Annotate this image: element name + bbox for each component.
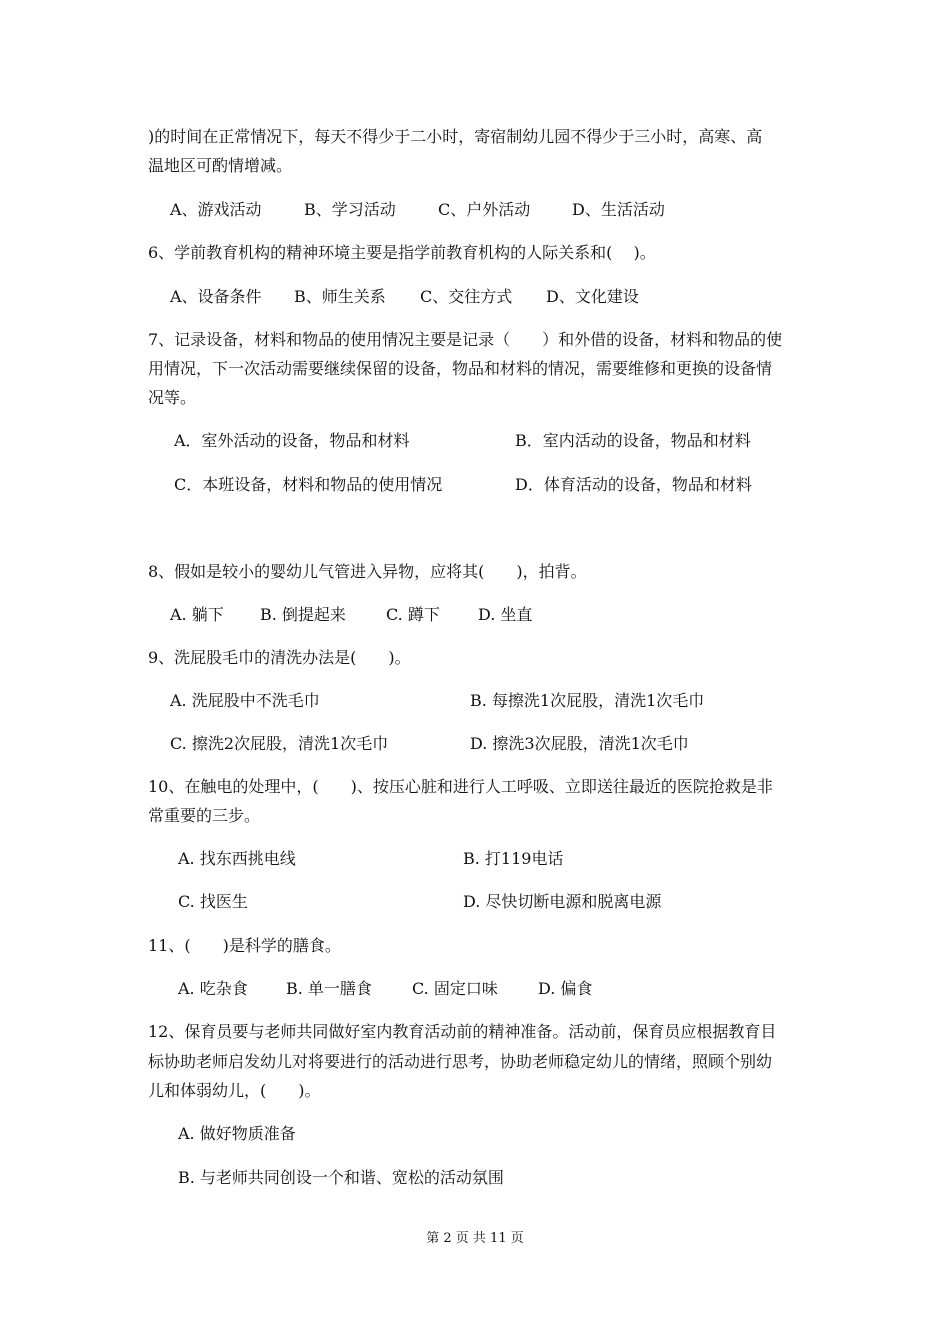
option-a: A. 洗屁股中不洗毛巾 (170, 691, 320, 710)
question-12-text: 12、保育员要与老师共同做好室内教育活动前的精神准备。活动前，保育员应根据教育目 (148, 1022, 777, 1041)
option-b: B. 倒提起来 (260, 605, 346, 624)
option-a: A. 做好物质准备 (178, 1124, 296, 1143)
option-b: B. 单一膳食 (286, 979, 372, 998)
option-b: B、学习活动 (304, 200, 396, 219)
page-footer: 第 2 页 共 11 页 (426, 1231, 524, 1246)
option-row (170, 605, 532, 625)
question-7-text: 况等。 (148, 388, 197, 407)
question-text: 温地区可酌情增减。 (148, 156, 293, 175)
option-d: D、生活活动 (572, 200, 665, 219)
option-d: D. 偏食 (538, 979, 593, 998)
option-a: A、游戏活动 (170, 200, 262, 219)
question-7-text: 7、记录设备，材料和物品的使用情况主要是记录（ ）和外借的设备，材料和物品的使 (148, 330, 783, 349)
option-c: C. 找医生 (178, 892, 248, 911)
option-row (170, 200, 665, 220)
option-a: A．室外活动的设备，物品和材料 (174, 431, 410, 450)
option-b: B. 打119电话 (463, 849, 564, 868)
option-c: C. 擦洗2次屁股，清洗1次毛巾 (170, 734, 389, 753)
question-text: )的时间在正常情况下，每天不得少于二小时，寄宿制幼儿园不得少于三小时，高寒、高 (148, 127, 763, 146)
question-12-text: 儿和体弱幼儿，( )。 (148, 1081, 321, 1100)
option-b: B．室内活动的设备，物品和材料 (515, 431, 751, 450)
question-6-text: 6、学前教育机构的精神环境主要是指学前教育机构的人际关系和( )。 (148, 243, 656, 262)
option-c: C. 固定口味 (412, 979, 498, 998)
question-7-text: 用情况，下一次活动需要继续保留的设备，物品和材料的情况，需要维修和更换的设备情 (148, 359, 773, 378)
option-b: B. 每擦洗1次屁股，清洗1次毛巾 (470, 691, 705, 710)
question-9-text: 9、洗屁股毛巾的清洗办法是( )。 (148, 648, 411, 667)
option-a: A、设备条件 (170, 287, 262, 306)
option-d: D. 尽快切断电源和脱离电源 (463, 892, 662, 911)
question-8-text: 8、假如是较小的婴幼儿气管进入异物，应将其( )，拍背。 (148, 562, 587, 581)
option-row (170, 287, 639, 307)
question-11-text: 11、( )是科学的膳食。 (148, 936, 341, 955)
option-b: B. 与老师共同创设一个和谐、宽松的活动氛围 (178, 1168, 504, 1187)
option-a: A. 躺下 (170, 605, 224, 624)
option-a: A. 找东西挑电线 (178, 849, 296, 868)
option-c: C、户外活动 (438, 200, 531, 219)
option-d: D．体育活动的设备，物品和材料 (515, 475, 752, 494)
option-c: C．本班设备，材料和物品的使用情况 (174, 475, 443, 494)
option-d: D. 擦洗3次屁股，清洗1次毛巾 (470, 734, 689, 753)
option-d: D、文化建设 (546, 287, 639, 306)
question-10-text: 常重要的三步。 (148, 806, 261, 825)
option-c: C. 蹲下 (386, 605, 440, 624)
question-10-text: 10、在触电的处理中，( )、按压心脏和进行人工呼吸、立即送往最近的医院抢救是非 (148, 777, 773, 796)
option-d: D. 坐直 (478, 605, 533, 624)
option-a: A. 吃杂食 (178, 979, 248, 998)
option-c: C、交往方式 (420, 287, 513, 306)
option-b: B、师生关系 (294, 287, 386, 306)
question-12-text: 标协助老师启发幼儿对将要进行的活动进行思考，协助老师稳定幼儿的情绪，照顾个别幼 (148, 1052, 773, 1071)
option-row (178, 979, 592, 999)
